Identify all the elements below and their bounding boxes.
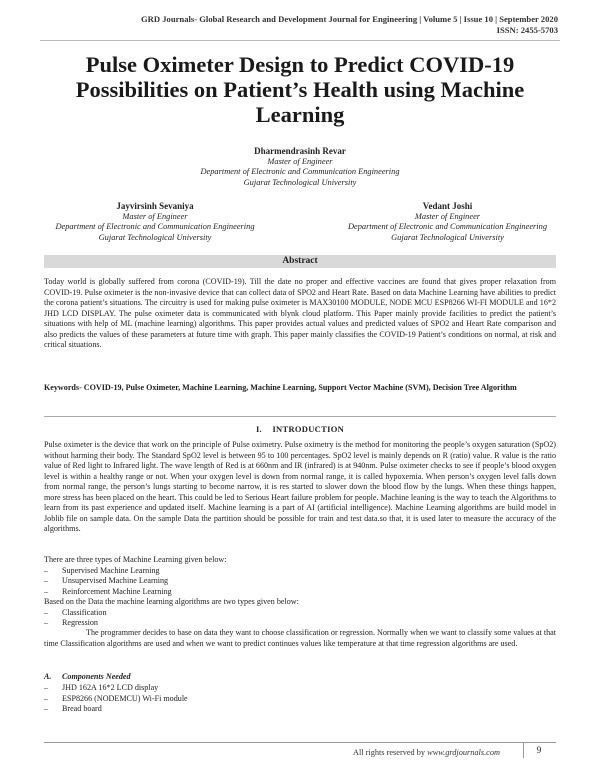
journal-header <box>141 14 558 36</box>
list-item-text: Unsupervised Machine Learning <box>62 576 169 585</box>
author-name: Dharmendrasinh Revar <box>254 146 346 156</box>
author-role: Master of Engineer <box>122 211 188 221</box>
list-item-text: Regression <box>62 618 98 627</box>
author-dept: Department of Electronic and Communication Engineering <box>200 167 400 176</box>
list-item-text: Reinforcement Machine Learning <box>62 586 172 596</box>
section-divider <box>44 416 556 417</box>
footer-divider <box>44 742 556 743</box>
bullet-dash: – <box>44 607 49 617</box>
ml-types-intro: There are three types of Machine Learning given below: <box>44 555 227 564</box>
section-number: I. <box>255 424 262 434</box>
bullet-dash: – <box>44 618 49 627</box>
subsection-title: Components Needed <box>62 672 131 681</box>
footer-rights <box>353 748 500 757</box>
intro-paragraph-2: The programmer decides to base on data they want to choose classification or regression. Normally when we want to classify some values at that time Classification algorithms are used and when we want to predict continues values like temperature at that time regression algorithms are used. <box>44 628 556 648</box>
list-item-text: Classification <box>62 607 107 617</box>
list-item-text: Supervised Machine Learning <box>62 565 160 575</box>
subsection-label: A. <box>44 672 52 681</box>
author-dept: Department of Electronic and Communication Engineering <box>347 222 548 231</box>
abstract-text: Today world is globally suffered from corona (COVID-19). Till the date no proper and effective vaccines are found that gives proper relaxation from COVID-19. Pulse oximeter is the non-invasive device that can collect data of SPO2 and Heart Rate. Based on data Machine Learning have abilities to predict the corona patient’s situations. The circuitry is used for making pulse oximeter is MAX30100 MODULE, NODE MCU ESP8266 WI-FI MODULE and 16*2 JHD LCD DISPLAY. The pulse oximeter data is communicated with blynk cloud platform. This Paper mainly provide facilities to predict the patient’s situations with help of ML (machine learning) algorithms. This paper provides actual values and predicted values of SPO2 and Heart Rate comparison and also predicts the values of these parameters at future time with graph. This paper mainly classifies the COVID-19 Patient’s conditions on normal, at risk and critical situations. <box>44 277 556 349</box>
author-role: Master of Engineer <box>267 156 333 166</box>
author-univ: Gujarat Technological University <box>391 232 504 242</box>
list-item-text: JHD 162A 16*2 LCD display <box>62 683 159 692</box>
intro-paragraph: Pulse oximeter is the device that work on the principle of Pulse oximetry. Pulse oximetry is the method for monitoring the people’s oxygen saturation (SpO2) without harming their body. The Standard SpO2 level is between 95 to 100 percentages. SpO2 level is mainly depends on R (ratio) value. R value is the ratio value of Red light to Infrared light. The wave length of Red is at 660nm and IR (infrared) is at 940nm. Pulse oximeter checks to see if people’s blood oxygen level is within a healthy range or not. When your oxygen level is down from normal range, it is called hypoxemia. When person’s oxygen level falls down from normal range, the person’s lungs starting to become narrow, it is res started to slower down the blood flow by the lungs. When these things happen, more stress has been placed on the heart. This could be led to Serious Heart failure problem for people. Machine leaning is the way to teach the Algorithms to learn from its past experience and updated itself. Machine learning is a part of AI (artificial intelligence). Machine Learning algorithms are build model in Joblib file on sample data. On the sample Data the partition should be possible for train and test data.so that, it is used later to measure the accuracy of the algorithms. <box>44 440 556 533</box>
author-1 <box>150 146 450 188</box>
paper-title: Pulse Oximeter Design to Predict COVID-19 Possibilities on Patient’s Health using Machine Learning <box>75 52 525 127</box>
author-role: Master of Engineer <box>414 211 481 221</box>
author-3 <box>300 201 595 243</box>
abstract-heading: Abstract <box>44 255 556 268</box>
algo-types-intro: Based on the Data the machine learning algorithms are two types given below: <box>44 597 299 606</box>
list-item-text: ESP8266 (NODEMCU) Wi-Fi module <box>62 693 188 703</box>
bullet-dash: – <box>44 576 49 585</box>
author-name: Vedant Joshi <box>422 201 473 211</box>
footer-site-link[interactable]: www.grdjournals.com <box>427 748 500 757</box>
bullet-dash: – <box>44 704 49 713</box>
list-item-text: Bread board <box>62 704 102 713</box>
footer-rights-text: All rights reserved by <box>352 748 426 757</box>
header-divider <box>40 40 560 41</box>
author-dept: Department of Electronic and Communication Engineering <box>55 222 255 231</box>
bullet-dash: – <box>44 586 49 596</box>
section-heading <box>44 424 556 434</box>
page-number: 9 <box>523 742 554 758</box>
author-univ: Gujarat Technological University <box>243 177 357 187</box>
journal-line: GRD Journals- Global Research and Development Journal for Engineering | Volume 5 | Issue 10 | September 2020 <box>141 14 558 24</box>
bullet-dash: – <box>44 693 49 703</box>
author-univ: Gujarat Technological University <box>98 232 212 242</box>
section-title: INTRODUCTION <box>272 424 345 434</box>
author-name: Jayvirsinh Sevaniya <box>116 201 194 211</box>
issn: ISSN: 2455-5703 <box>496 25 558 35</box>
bullet-dash: – <box>44 565 49 575</box>
keywords: Keywords- COVID-19, Pulse Oximeter, Machine Learning, Machine Learning, Support Vector Machine (SVM), Decision Tree Algorithm <box>44 383 517 392</box>
author-2 <box>20 201 290 243</box>
bullet-dash: – <box>44 683 49 692</box>
